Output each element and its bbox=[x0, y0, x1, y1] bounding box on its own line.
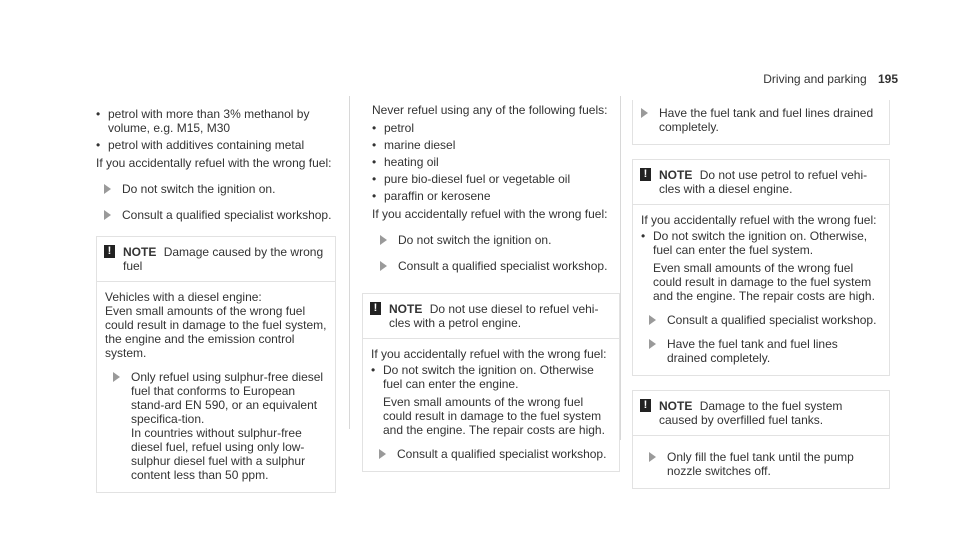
column-1 bbox=[96, 96, 336, 493]
note-box bbox=[362, 293, 620, 472]
list-item: • petrol with more than 3% methanol by volume, e.g. M15, M30 bbox=[96, 107, 336, 135]
warning-icon: ! bbox=[104, 245, 115, 258]
instruction-step bbox=[641, 337, 881, 365]
page-number: 195 bbox=[877, 72, 898, 86]
list-item: • pure bio-diesel fuel or vegetable oil bbox=[372, 172, 620, 186]
step-text: In countries without sulphur-free diesel fuel, refuel using only low-sulphur diesel fuel with a sulphur content less than 50 ppm. bbox=[131, 426, 306, 482]
note-body bbox=[363, 339, 619, 471]
list-item bbox=[371, 363, 611, 437]
instruction-step bbox=[105, 370, 327, 482]
paragraph: Never refuel using any of the following fuels: bbox=[372, 103, 608, 117]
note-title: Damage caused by the wrong fuel bbox=[123, 245, 324, 273]
bullet-list bbox=[641, 229, 881, 303]
step-text: Consult a qualified specialist workshop. bbox=[122, 208, 332, 222]
paragraph: If you accidentally refuel with the wrong fuel: bbox=[372, 207, 608, 221]
note-header bbox=[633, 160, 889, 205]
arrow-icon bbox=[113, 372, 120, 382]
note-header bbox=[363, 294, 619, 339]
arrow-icon bbox=[649, 315, 656, 325]
warning-icon: ! bbox=[640, 399, 651, 412]
note-title: Damage to the fuel system caused by overfilled fuel tanks. bbox=[659, 399, 843, 427]
arrow-icon bbox=[379, 449, 386, 459]
paragraph: If you accidentally refuel with the wrong fuel: bbox=[96, 156, 332, 170]
note-label: NOTE bbox=[123, 245, 157, 259]
arrow-icon bbox=[641, 108, 648, 118]
step-text: Consult a qualified specialist workshop. bbox=[398, 259, 608, 273]
section-title: Driving and parking bbox=[763, 72, 867, 86]
bullet-list bbox=[372, 121, 620, 203]
note-label: NOTE bbox=[659, 399, 693, 413]
note-header bbox=[633, 391, 889, 436]
note-title: Do not use diesel to refuel vehi-cles with a petrol engine. bbox=[389, 302, 599, 330]
arrow-icon bbox=[104, 210, 111, 220]
note-label: NOTE bbox=[659, 168, 693, 182]
arrow-icon bbox=[380, 235, 387, 245]
step-text: Consult a qualified specialist workshop. bbox=[397, 447, 607, 461]
paragraph: If you accidentally refuel with the wrong fuel: bbox=[641, 213, 877, 227]
arrow-icon bbox=[104, 184, 111, 194]
instruction-step bbox=[96, 182, 336, 196]
page-header bbox=[763, 72, 898, 86]
note-body bbox=[97, 282, 335, 492]
paragraph: Even small amounts of the wrong fuel could result in damage to the fuel system, the engine and the emission control system. bbox=[105, 304, 327, 360]
column-2 bbox=[362, 103, 620, 472]
instruction-step bbox=[641, 450, 881, 478]
instruction-step bbox=[371, 447, 611, 461]
arrow-icon bbox=[649, 339, 656, 349]
step-text: Consult a qualified specialist workshop. bbox=[667, 313, 877, 327]
arrow-icon bbox=[649, 452, 656, 462]
arrow-icon bbox=[380, 261, 387, 271]
note-box bbox=[632, 390, 890, 489]
list-item: • petrol with additives containing metal bbox=[96, 138, 336, 152]
bullet-list bbox=[96, 107, 336, 152]
bullet-list bbox=[371, 363, 611, 437]
list-item: • petrol bbox=[372, 121, 620, 135]
paragraph: Vehicles with a diesel engine: bbox=[105, 290, 262, 304]
note-body bbox=[633, 205, 889, 375]
list-item-text: Even small amounts of the wrong fuel could result in damage to the fuel system and the engine. The repair costs are high. bbox=[383, 395, 605, 437]
step-text: Have the fuel tank and fuel lines drained completely. bbox=[659, 106, 874, 134]
instruction-step bbox=[372, 259, 620, 273]
step-text: Only refuel using sulphur-free diesel fuel that conforms to European stand-ard EN 590, or an equivalent specifica-tion. bbox=[131, 370, 324, 426]
warning-icon: ! bbox=[370, 302, 381, 315]
note-title: Do not use petrol to refuel vehi-cles with a diesel engine. bbox=[659, 168, 868, 196]
list-item: • marine diesel bbox=[372, 138, 620, 152]
paragraph: If you accidentally refuel with the wrong fuel: bbox=[371, 347, 607, 361]
column-2-content bbox=[362, 103, 620, 273]
list-item: • heating oil bbox=[372, 155, 620, 169]
instruction-step bbox=[372, 233, 620, 247]
step-text: Have the fuel tank and fuel lines drained completely. bbox=[667, 337, 838, 365]
step-text: Only fill the fuel tank until the pump nozzle switches off. bbox=[667, 450, 854, 478]
column-divider bbox=[349, 96, 350, 429]
warning-icon: ! bbox=[640, 168, 651, 181]
instruction-step bbox=[633, 106, 881, 134]
step-text: Do not switch the ignition on. bbox=[398, 233, 552, 247]
list-item-text: Do not switch the ignition on. Otherwise, fuel can enter the fuel system. bbox=[653, 229, 868, 257]
list-item-text: Do not switch the ignition on. Otherwise fuel can enter the engine. bbox=[383, 363, 594, 391]
column-divider bbox=[620, 96, 621, 440]
column-3 bbox=[632, 100, 890, 489]
note-box bbox=[632, 159, 890, 376]
note-body bbox=[633, 436, 889, 488]
instruction-step bbox=[96, 208, 336, 222]
note-label: NOTE bbox=[389, 302, 423, 316]
list-item-text: Even small amounts of the wrong fuel could result in damage to the fuel system and the engine. The repair costs are high. bbox=[653, 261, 875, 303]
list-item bbox=[641, 229, 881, 303]
list-item: • paraffin or kerosene bbox=[372, 189, 620, 203]
note-header bbox=[97, 237, 335, 282]
note-box bbox=[96, 236, 336, 493]
instruction-step bbox=[641, 313, 881, 327]
step-text: Do not switch the ignition on. bbox=[122, 182, 276, 196]
step-box bbox=[632, 100, 890, 145]
